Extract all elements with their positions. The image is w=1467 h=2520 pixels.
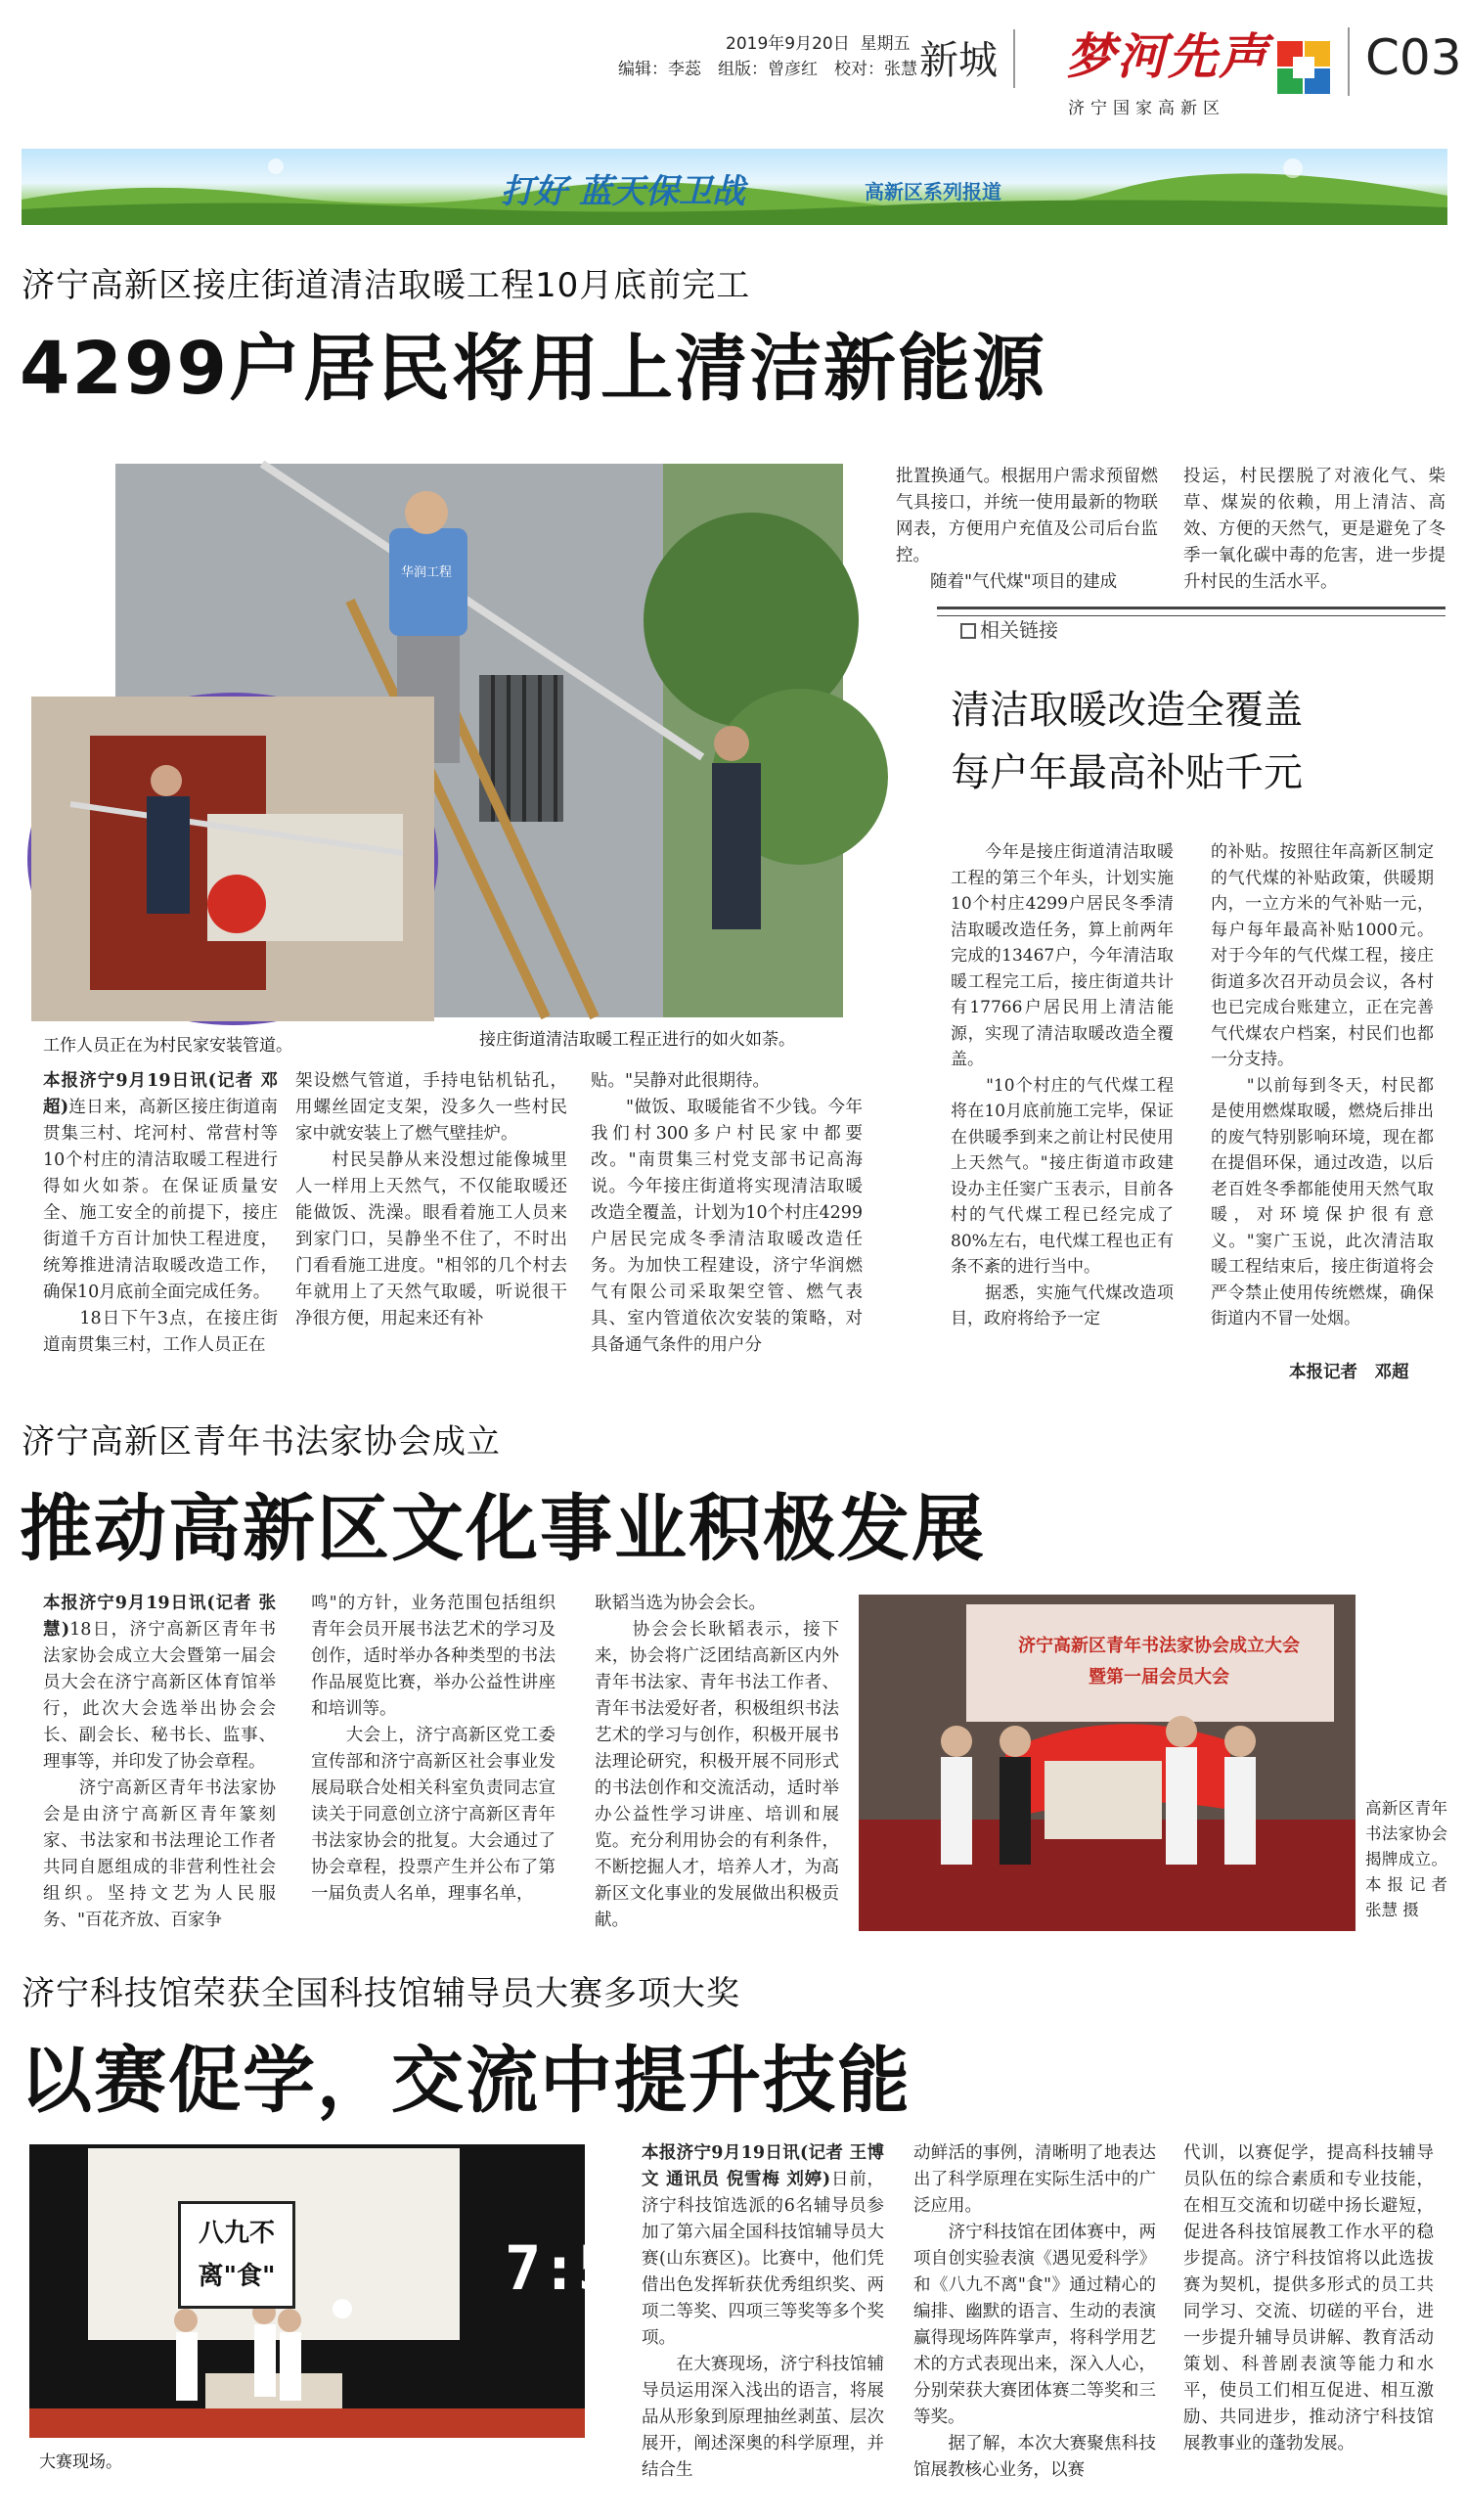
article2-col1-text: 18日，济宁高新区青年书法家协会成立大会暨第一届会员大会在济宁高新区体育馆举行，此次大会选举出协会会长、副会长、秘书长、监事、理事等，并印发了协会章程。 济宁高新区青年书法家协会是由济宁高新区青年篆刻家、书法家和书法理论工作者共同自愿组成的非营利性社会组织。坚持文艺为人民服务、"百花齐放、百家争 [43,1620,276,1930]
banner-series: 高新区系列报道 [865,180,1001,203]
article2-headline: 推动高新区文化事业积极发展 [20,1487,986,1571]
series-banner [22,149,1447,225]
article1-column-3: 贴。"吴静对此很期待。 "做饭、取暖能省不少钱。今年我们村300多户村民家中都要改。"南贯集三村党支部书记高海说。今年接庄街道将实现清洁取暖改造全覆盖，计划为10个村庄4299户居民完成冬季清洁取暖改造任务。为加快工程建设，济宁华润燃气有限公司采取架空管、燃气表具、室内管道依次安装的策略，对具备通气条件的用户分 [591,1071,863,1355]
related-title [951,679,1303,804]
article1-col1-text: 连日来，高新区接庄街道南贯集三村、垞河村、常营村等10个村庄的清洁取暖工程进行得如火如荼。在保证质量安全、施工安全的前提下，接庄街道千方百计加快工程进度，统筹推进清洁取暖改造工作，确保10月底前全面完成任务。 18日下午3点，在接庄街道南贯集三村，工作人员正在 [43,1098,279,1355]
photo-event-banner: 济宁高新区青年书法家协会成立大会 [1018,1636,1300,1656]
article3-photo [29,2144,651,2438]
article3-column-2: 动鲜活的事例，清晰明了地表达出了科学原理在实际生活中的广泛应用。 济宁科技馆在团体赛中，两项自创实验表演《遇见爱科学》和《八九不离"食"》通过精心的编排、幽默的语言、生动的表演赢得现场阵阵掌声，将科学用艺术的方式表现出来，深入人心，分别荣获大赛团体赛二等奖和三等奖。 据了解，本次大赛聚焦科技馆展教核心业务，以赛 [913,2143,1156,2480]
article1-main-caption: 接庄街道清洁取暖工程正进行的如火如荼。 [479,1030,795,1050]
article1-kicker: 济宁高新区接庄街道清洁取暖工程10月底前完工 [22,266,751,305]
zone-name: 济宁国家高新区 [1068,99,1225,118]
paper-logo: 梦河先声 [1066,27,1269,85]
related-byline: 本报记者 邓超 [1289,1363,1409,1382]
article1-inset-photo [27,693,438,1025]
related-box-icon [960,623,976,639]
page-number: C03 [1365,29,1462,86]
related-column-a: 今年是接庄街道清洁取暖工程的第三个年头，计划实施10个村庄4299户居民冬季清洁取暖改造任务，算上前两年完成的13467户，今年清洁取暖工程完工后，接庄街道共计有17766户居民用上清洁能源，实现了清洁取暖改造全覆盖。 "10个村庄的气代煤工程将在10月底前施工完毕，保证在供暖季到来之前让村民使用上天然气。"接庄街道市政建设办主任窦广玉表示，目前各村的气代煤工程已经完成了80%左右，电代煤工程也正有条不紊的进行当中。 据悉，实施气代煤改造项目，政府将给予一定 [951,842,1174,1328]
worker-jacket-label: 华润工程 [401,565,453,580]
article2-column-3: 耿韬当选为协会会长。 协会会长耿韬表示，接下来，协会将广泛团结高新区内外青年书法家、青年书法工作者、青年书法爱好者，积极组织书法艺术的学习与创作，积极开展书法理论研究，积极开展不同形式的书法创作和交流活动，适时举办公益性学习讲座、培训和展览。充分利用协会的有利条件，不断挖掘人才，培养人才，为高新区文化事业的发展做出积极贡献。 [595,1594,839,1930]
article2-column-2: 鸣"的方针，业务范围包括组织青年会员开展书法艺术的学习及创作，适时举办各种类型的书法作品展览比赛，举办公益性讲座和培训等。 大会上，济宁高新区党工委宣传部和济宁高新区社会事业发展局联合处相关科室负责同志宣读关于同意创立济宁高新区青年书法家协会的批复。大会通过了协会章程，投票产生并公布了第一届负责人名单，理事名单， [311,1594,556,1904]
weekday-text: 星期五 [860,34,911,54]
issue-date [726,33,911,55]
banner-title: 打好 蓝天保卫战 [501,172,745,211]
photo-event-banner-2: 暨第一届会员大会 [1089,1667,1229,1688]
related-title-line2: 每户年最高补贴千元 [951,750,1303,795]
masthead [0,0,1467,137]
related-label-text: 相关链接 [980,618,1058,642]
article2-dateline: 本报济宁9月19日讯(记者 张慧) [43,1594,276,1640]
photo-clock-display: 7:54 [505,2232,651,2304]
article2-kicker: 济宁高新区青年书法家协会成立 [22,1422,501,1462]
article2-photo [859,1595,1356,1931]
article3-headline: 以赛促学，交流中提升技能 [20,2039,911,2123]
article1-dateline: 本报济宁9月19日讯(记者 邓超) [43,1071,278,1117]
article3-col1-text: 日前，济宁科技馆选派的6名辅导员参加了第六届全国科技馆辅导员大赛(山东赛区)。比赛中，他们凭借出色发挥斩获优秀组织奖、两项二等奖、四项三等奖等多个奖项。 在大赛现场，济宁科技馆辅导员运用深入浅出的语言，将展品从形象到原理抽丝剥茧、层次展开，阐述深奥的科学原理，并结合生 [642,2170,885,2480]
photo-board-sign: 八九不离"食" [178,2201,295,2309]
article3-column-1 [642,2140,884,2502]
article2-column-1 [43,1591,276,1974]
article1-headline: 4299户居民将用上清洁新能源 [20,327,1046,411]
article3-column-3: 代训，以赛促学，提高科技辅导员队伍的综合素质和专业技能，在相互交流和切磋中扬长避短，促进各科技馆展教工作水平的稳步提高。济宁科技馆将以此选拔赛为契机，提供多形式的员工共同学习、交流、切磋的平台，进一步提升辅导员讲解、教育活动策划、科普剧表演等能力和水平，使员工们相互促进、相互激励、共同进步，推动济宁科技馆展教事业的蓬勃发展。 [1183,2143,1434,2453]
date-text: 2019年9月20日 [726,34,850,54]
article1-column-5: 投运，村民摆脱了对液化气、柴草、煤炭的依赖，用上清洁、高效、方便的天然气，更是避免了冬季一氧化碳中毒的危害，进一步提升村民的生活水平。 [1183,467,1445,592]
article1-column-1 [43,1068,278,1391]
page-divider [1348,27,1350,96]
related-title-line1: 清洁取暖改造全覆盖 [951,688,1303,733]
article1-column-2: 架设燃气管道，手持电钻机钻孔，用螺丝固定支架，没多久一些村民家中就安装上了燃气壁挂炉。 村民吴静从来没想过能像城里人一样用上天然气，不仅能取暖还能做饭、洗澡。眼看着施工人员来到家门口，吴静坐不住了，不时出门看看施工进度。"相邻的几个村去年就用上了天然气取暖，听说很干净很方便，用起来还有补 [295,1071,567,1328]
article1-column-4: 批置换通气。根据用户需求预留燃气具接口，并统一使用最新的物联网表，方便用户充值及公司后台监控。 随着"气代煤"项目的建成 [896,467,1158,592]
zone-logo-icon [1275,39,1332,96]
masthead-divider [1013,29,1015,88]
article2-photo-caption: 高新区青年书法家协会揭牌成立。本报记者 张慧 摄 [1365,1799,1447,1919]
section-name: 新城 [919,38,998,83]
article1-inset-caption: 工作人员正在为村民家安装管道。 [43,1036,292,1056]
editors-line: 编辑：李蕊 组版：曾彦红 校对：张慧 [618,60,917,79]
article3-caption: 大赛现场。 [39,2452,122,2472]
related-label [960,614,1058,643]
related-column-b: 的补贴。按照往年高新区制定的气代煤的补贴政策，供暖期内，一立方米的气补贴一元，每户每年最高补贴1000元。对于今年的气代煤工程，接庄街道多次召开动员会议，各村也已完成台账建立，正在完善气代煤农户档案，村民们也都一分支持。 "以前每到冬天，村民都是使用燃煤取暖，燃烧后排出的废气特别影响环境，现在都在提倡环保，通过改造，以后老百姓冬季都能使用天然气取暖，对环境保护很有意义。"窦广玉说，此次清洁取暖工程结束后，接庄街道将会严令禁止使用传统燃煤，确保街道内不冒一处烟。 [1211,842,1434,1328]
article3-dateline: 本报济宁9月19日讯(记者 王博文 通讯员 倪雪梅 刘婷) [642,2143,884,2189]
article3-kicker: 济宁科技馆荣获全国科技馆辅导员大赛多项大奖 [22,1974,740,2013]
